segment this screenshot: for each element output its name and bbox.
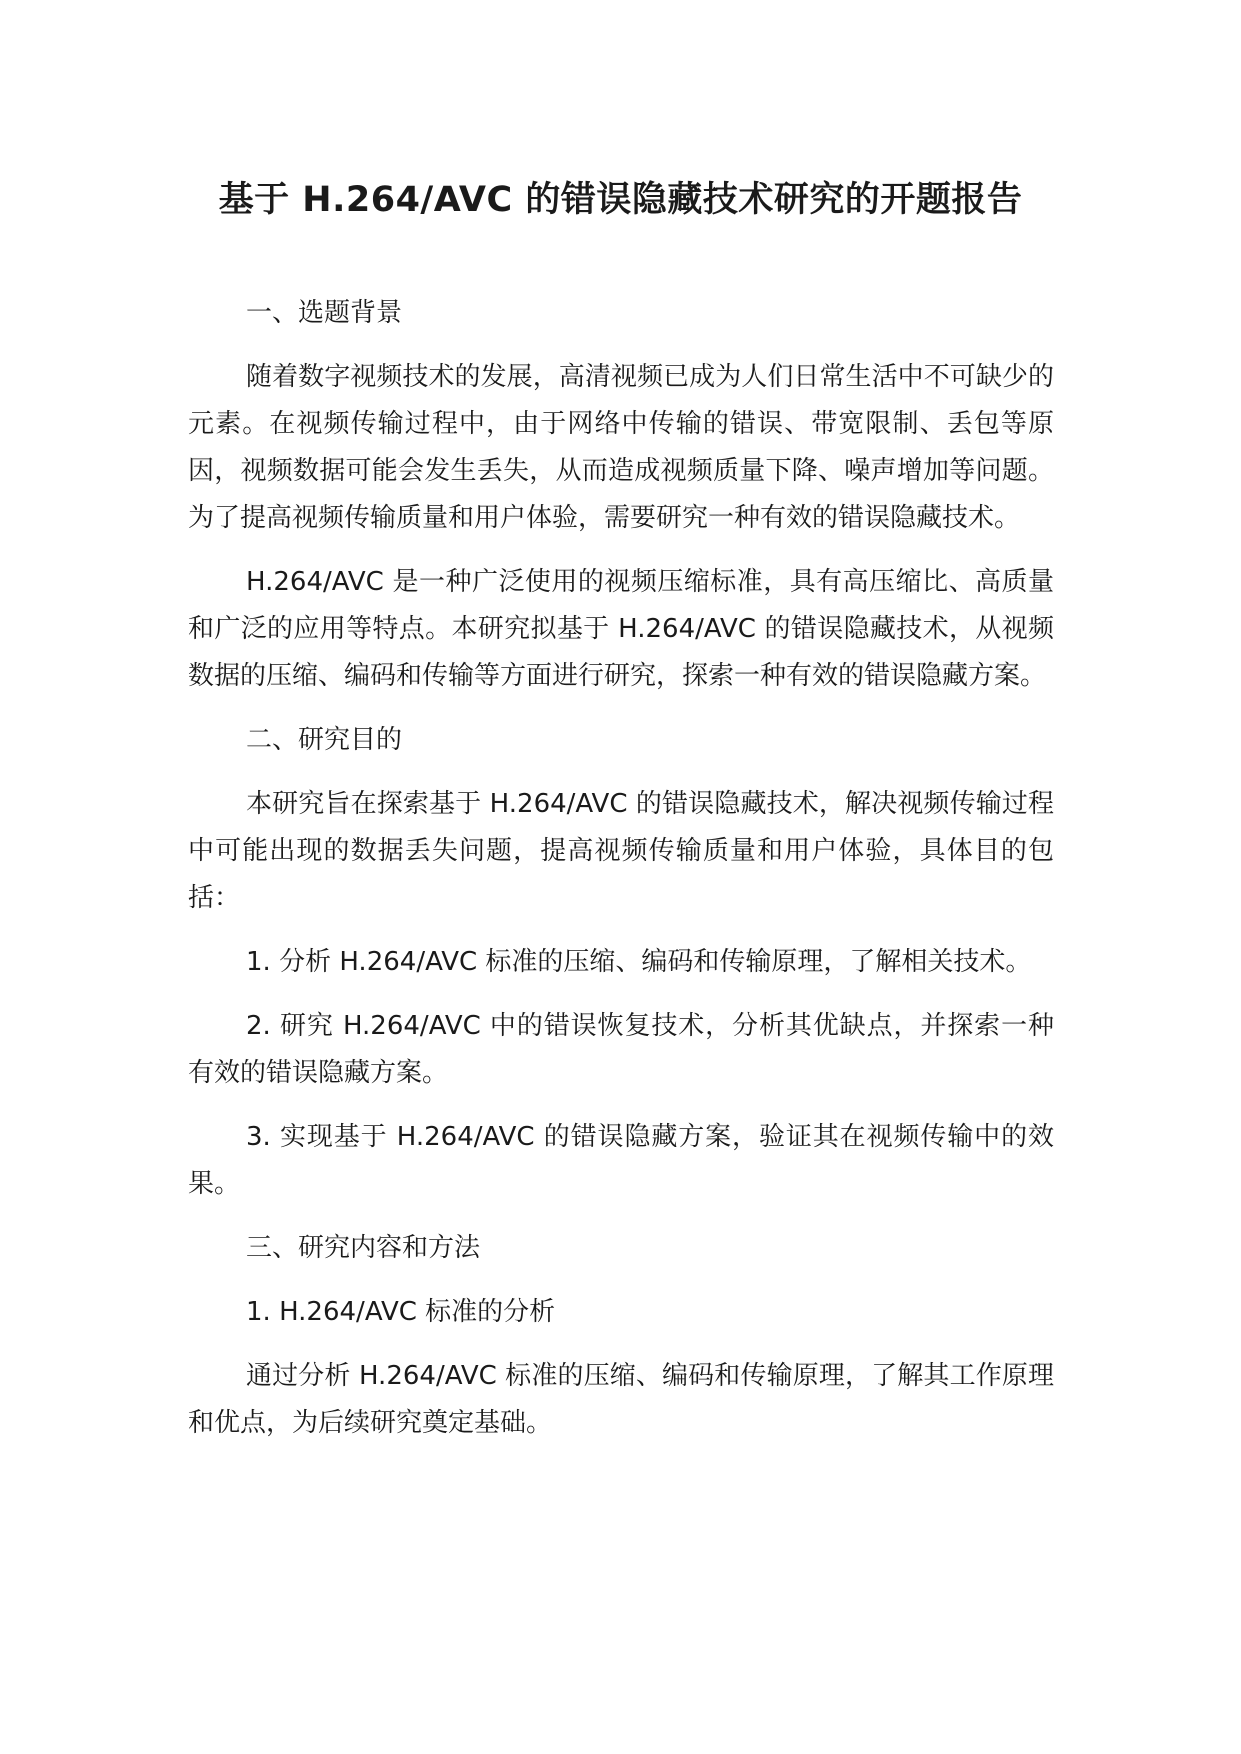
paragraph: 本研究旨在探索基于 H.264/AVC 的错误隐藏技术，解决视频传输过程中可能出现的数据丢失问题，提高视频传输质量和用户体验，具体目的包括： bbox=[188, 789, 1054, 913]
section-heading-background: 一、选题背景 bbox=[246, 298, 403, 328]
subsection-heading: 1. H.264/AVC 标准的分析 bbox=[246, 1297, 556, 1327]
list-item: 3. 实现基于 H.264/AVC 的错误隐藏方案，验证其在视频传输中的效果。 bbox=[188, 1122, 1054, 1199]
section-heading-purpose: 二、研究目的 bbox=[246, 725, 403, 755]
list-item: 2. 研究 H.264/AVC 中的错误恢复技术，分析其优缺点，并探索一种有效的错误隐藏方案。 bbox=[188, 1011, 1054, 1088]
paragraph: 随着数字视频技术的发展，高清视频已成为人们日常生活中不可缺少的元素。在视频传输过程中，由于网络中传输的错误、带宽限制、丢包等原因，视频数据可能会发生丢失，从而造成视频质量下降、噪声增加等问题。为了提高视频传输质量和用户体验，需要研究一种有效的错误隐藏技术。 bbox=[188, 362, 1054, 533]
section-heading-content: 三、研究内容和方法 bbox=[246, 1233, 481, 1263]
document-body bbox=[188, 290, 1054, 1464]
list-item: 1. 分析 H.264/AVC 标准的压缩、编码和传输原理，了解相关技术。 bbox=[246, 947, 1032, 977]
document-title: 基于 H.264/AVC 的错误隐藏技术研究的开题报告 bbox=[218, 180, 1023, 220]
paragraph: 通过分析 H.264/AVC 标准的压缩、编码和传输原理，了解其工作原理和优点，为后续研究奠定基础。 bbox=[188, 1361, 1054, 1438]
paragraph: H.264/AVC 是一种广泛使用的视频压缩标准，具有高压缩比、高质量和广泛的应用等特点。本研究拟基于 H.264/AVC 的错误隐藏技术，从视频数据的压缩、编码和传输等方面进行研究，探索一种有效的错误隐藏方案。 bbox=[188, 567, 1054, 691]
